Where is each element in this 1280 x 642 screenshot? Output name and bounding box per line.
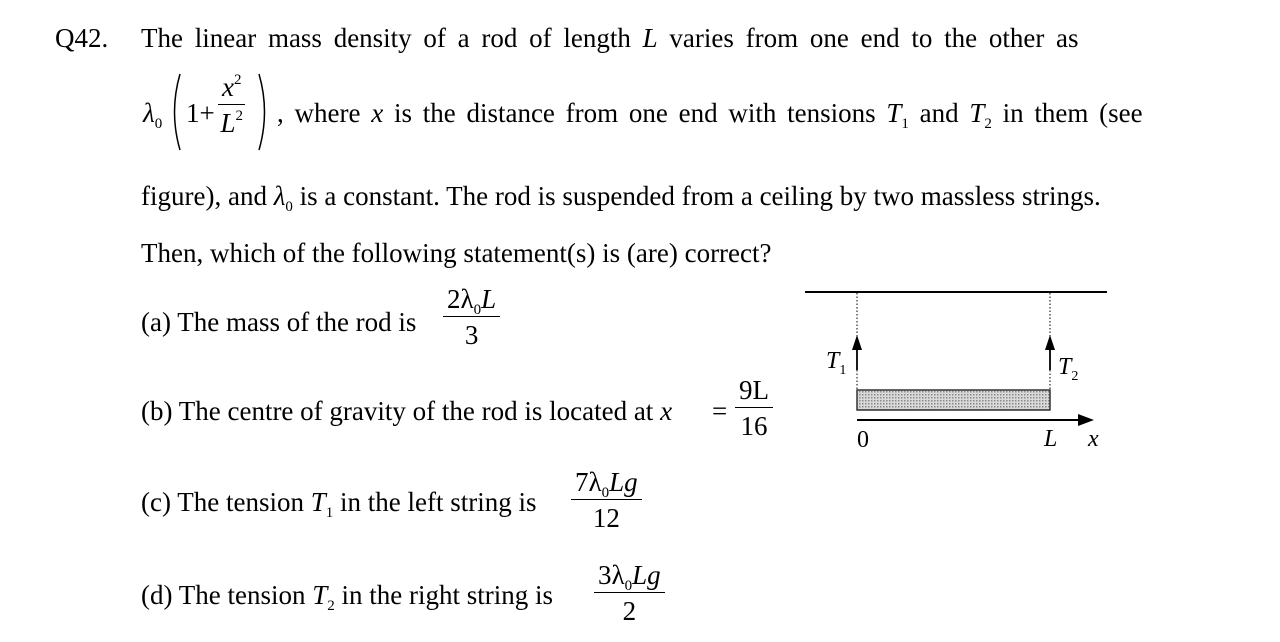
option-a-fraction: $\frac{2\lambda_0L}{3}$ <box>443 286 500 349</box>
question-line-3: figure), and $\lambda_0$ is a constant. The rod is suspended from a ceiling by two massless strings. <box>141 181 1101 215</box>
right-paren <box>257 72 271 152</box>
option-d-fraction: $\frac{3\lambda_0Lg}{2}$ <box>594 562 665 625</box>
x-axis-label: x <box>1088 426 1099 452</box>
question-line-1: The linear mass density of a rod of length L varies from one end to the other as <box>141 23 1079 53</box>
option-b-fraction: $\frac{9L}{16}$ <box>735 377 773 440</box>
option-b-text: (b) The centre of gravity of the rod is located at x <box>141 396 673 426</box>
T1-label: $T_1$ <box>826 348 847 378</box>
origin-label: 0 <box>857 427 869 453</box>
option-c-fraction: $\frac{7\lambda_0Lg}{12}$ <box>571 469 642 532</box>
left-paren <box>168 72 182 152</box>
lambda-zero: $\lambda_0$ <box>143 98 163 132</box>
L-label: L <box>1044 426 1058 452</box>
rod <box>857 390 1050 410</box>
question-number: Q42. <box>55 23 109 53</box>
option-a-text: (a) The mass of the rod is <box>141 307 417 337</box>
x-axis-arrowhead <box>1078 414 1094 426</box>
question-line-4: Then, which of the following statement(s) is (are) correct? <box>141 238 772 268</box>
option-d-text: (d) The tension $T_2$ in the right string is <box>141 580 553 614</box>
rod-figure <box>790 280 1120 460</box>
T2-label: $T_2$ <box>1058 354 1079 384</box>
x-over-L-fraction: $\frac{x^2}{L^2}$ <box>218 74 245 137</box>
option-b-equals: = <box>712 396 728 426</box>
question-line-2: , where x is the distance from one end with tensions $T_1$ and $T_2$ in them (see <box>277 98 1143 132</box>
one-plus: 1+ <box>186 98 215 128</box>
T2-arrow-head <box>1045 335 1055 350</box>
T1-arrow-head <box>852 335 862 350</box>
option-c-text: (c) The tension $T_1$ in the left string is <box>141 487 537 521</box>
